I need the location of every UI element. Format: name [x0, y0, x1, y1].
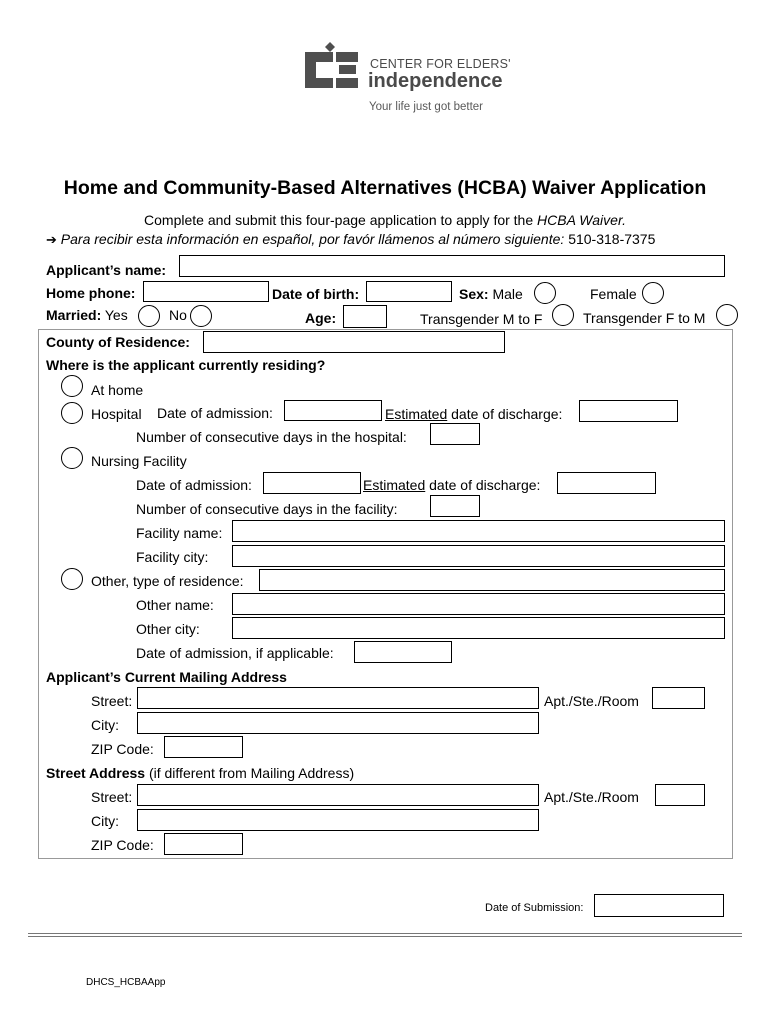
street-apt-label: Apt./Ste./Room	[544, 789, 639, 805]
facility-city-label: Facility city:	[136, 549, 209, 565]
mailing-city-field[interactable]	[137, 712, 539, 734]
married-no-label: No	[169, 307, 187, 323]
hospital-admission-label: Date of admission:	[157, 405, 273, 421]
hospital-admission-field[interactable]	[284, 400, 382, 421]
other-residence-radio[interactable]	[61, 568, 83, 590]
married-yes-radio[interactable]	[138, 305, 160, 327]
other-residence-field[interactable]	[259, 569, 725, 591]
nursing-label: Nursing Facility	[91, 453, 187, 469]
submission-date-field[interactable]	[594, 894, 724, 917]
nursing-admission-field[interactable]	[263, 472, 361, 494]
mailing-heading: Applicant’s Current Mailing Address	[46, 669, 287, 685]
logo-tagline: Your life just got better	[369, 101, 484, 113]
applicant-name-label: Applicant’s name:	[46, 262, 167, 278]
nursing-discharge-field[interactable]	[557, 472, 656, 494]
days-hospital-field[interactable]	[430, 423, 480, 445]
hospital-radio[interactable]	[61, 402, 83, 424]
other-admission-label: Date of admission, if applicable:	[136, 645, 334, 661]
logo-mark-icon	[303, 40, 361, 96]
dob-label: Date of birth:	[272, 286, 360, 302]
footer-code: DHCS_HCBAApp	[86, 977, 166, 988]
age-field[interactable]	[343, 305, 387, 328]
county-field[interactable]	[203, 331, 505, 353]
intro-line: Complete and submit this four-page application to apply for the HCBA Waiver.	[144, 212, 626, 228]
other-city-label: Other city:	[136, 621, 200, 637]
nursing-admission-label: Date of admission:	[136, 477, 252, 493]
mailing-apt-field[interactable]	[652, 687, 705, 709]
trans-mf-radio[interactable]	[552, 304, 574, 326]
married-label: Married: Yes	[46, 307, 128, 323]
mailing-city-label: City:	[91, 717, 119, 733]
county-label: County of Residence:	[46, 334, 190, 350]
sex-label: Sex: Male	[459, 286, 523, 302]
trans-fm-radio[interactable]	[716, 304, 738, 326]
hospital-label: Hospital	[91, 406, 142, 422]
submission-date-label: Date of Submission:	[485, 902, 584, 914]
applicant-name-field[interactable]	[179, 255, 725, 277]
spanish-line: ➔ Para recibir esta información en español, por favór llámenos al número siguiente: 510-318-7375	[46, 231, 656, 247]
footer-divider	[28, 933, 742, 937]
logo-brand-line1: CENTER FOR ELDERS'	[370, 57, 511, 71]
street-zip-label: ZIP Code:	[91, 837, 154, 853]
street-street-field[interactable]	[137, 784, 539, 806]
street-zip-field[interactable]	[164, 833, 243, 855]
arrow-right-icon: ➔	[46, 232, 57, 247]
mailing-zip-label: ZIP Code:	[91, 741, 154, 757]
nursing-discharge-label: Estimated date of discharge:	[363, 477, 541, 493]
home-phone-label: Home phone:	[46, 285, 136, 301]
street-apt-field[interactable]	[655, 784, 705, 806]
sex-male-radio[interactable]	[534, 282, 556, 304]
street-street-label: Street:	[91, 789, 133, 805]
married-no-radio[interactable]	[190, 305, 212, 327]
home-phone-field[interactable]	[143, 281, 269, 302]
facility-city-field[interactable]	[232, 545, 725, 567]
days-facility-label: Number of consecutive days in the facility:	[136, 501, 398, 517]
hospital-discharge-field[interactable]	[579, 400, 678, 422]
age-label: Age:	[305, 310, 337, 326]
street-address-heading: Street Address (if different from Mailing Address)	[46, 765, 355, 781]
mailing-street-field[interactable]	[137, 687, 539, 709]
other-residence-label: Other, type of residence:	[91, 573, 244, 589]
trans-mf-label: Transgender M to F	[420, 311, 543, 327]
residing-question: Where is the applicant currently residing?	[46, 357, 326, 373]
trans-fm-label: Transgender F to M	[583, 310, 706, 326]
facility-name-field[interactable]	[232, 520, 725, 542]
other-name-label: Other name:	[136, 597, 214, 613]
other-city-field[interactable]	[232, 617, 725, 639]
street-city-label: City:	[91, 813, 119, 829]
nursing-radio[interactable]	[61, 447, 83, 469]
other-admission-field[interactable]	[354, 641, 452, 663]
at-home-label: At home	[91, 382, 144, 398]
at-home-radio[interactable]	[61, 375, 83, 397]
sex-female-radio[interactable]	[642, 282, 664, 304]
mailing-street-label: Street:	[91, 693, 133, 709]
street-city-field[interactable]	[137, 809, 539, 831]
facility-name-label: Facility name:	[136, 525, 223, 541]
days-facility-field[interactable]	[430, 495, 480, 517]
logo-brand-line2: independence	[368, 70, 503, 92]
mailing-zip-field[interactable]	[164, 736, 243, 758]
sex-female-label: Female	[590, 286, 637, 302]
dob-field[interactable]	[366, 281, 452, 302]
mailing-apt-label: Apt./Ste./Room	[544, 693, 639, 709]
hospital-discharge-label: Estimated date of discharge:	[385, 406, 563, 422]
other-name-field[interactable]	[232, 593, 725, 615]
days-hospital-label: Number of consecutive days in the hospital:	[136, 429, 407, 445]
page-title: Home and Community-Based Alternatives (HCBA) Waiver Application	[63, 177, 707, 199]
